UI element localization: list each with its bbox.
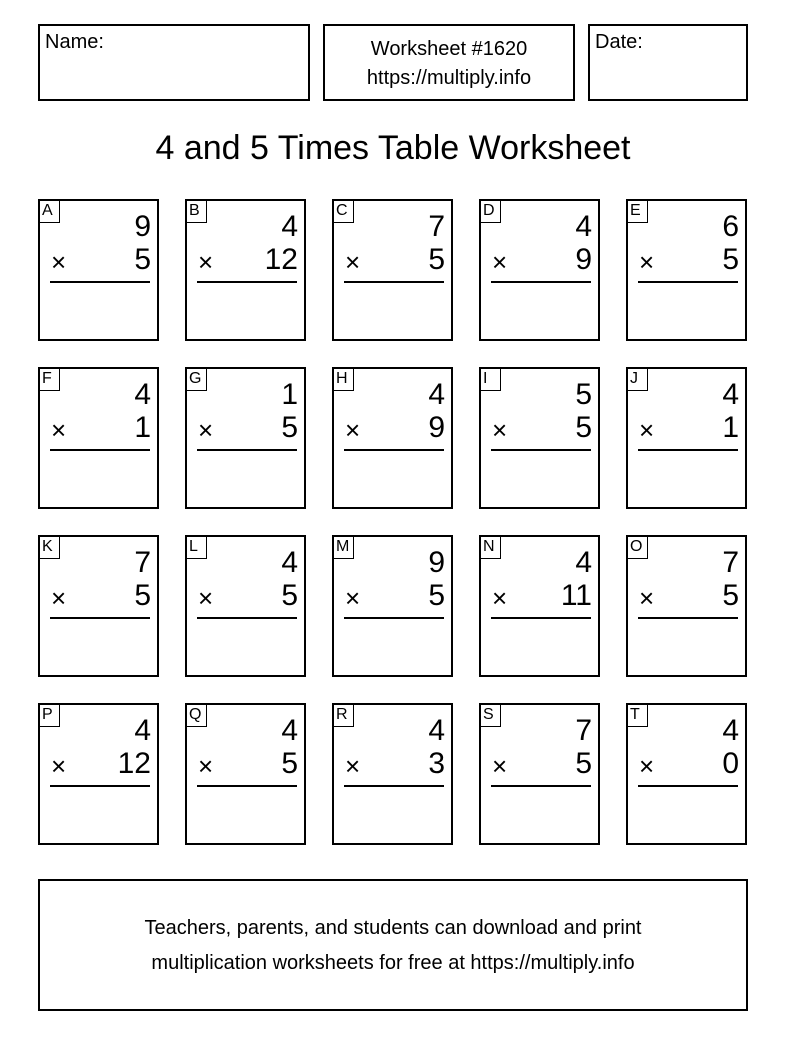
answer-line[interactable]: [197, 617, 297, 619]
answer-line[interactable]: [491, 449, 591, 451]
name-field[interactable]: [38, 24, 310, 101]
answer-line[interactable]: [491, 281, 591, 283]
multiplicand: 4: [281, 546, 298, 579]
worksheet-info-box: [323, 24, 575, 101]
multiplier: 5: [722, 579, 739, 612]
answer-line[interactable]: [638, 617, 738, 619]
times-sign: ×: [345, 583, 361, 613]
problem-card: [332, 199, 453, 341]
multiplicand: 9: [134, 210, 151, 243]
date-field[interactable]: [588, 24, 748, 101]
date-label: Date:: [595, 31, 643, 53]
answer-line[interactable]: [50, 617, 150, 619]
problem-letter: S: [479, 703, 501, 727]
problem-letter: N: [479, 535, 501, 559]
times-sign: ×: [198, 415, 214, 445]
multiplier: 3: [428, 747, 445, 780]
multiplicand: 4: [722, 378, 739, 411]
multiplier: 12: [117, 747, 151, 780]
answer-line[interactable]: [344, 617, 444, 619]
problem-card: [332, 367, 453, 509]
multiplicand: 4: [428, 714, 445, 747]
multiplier: 5: [134, 579, 151, 612]
problem-card: [479, 199, 600, 341]
times-sign: ×: [639, 751, 655, 781]
problem-letter: M: [332, 535, 354, 559]
worksheet-url: https://multiply.info: [366, 67, 532, 89]
multiplier: 9: [575, 243, 592, 276]
answer-line[interactable]: [638, 281, 738, 283]
multiplier: 5: [281, 411, 298, 444]
times-sign: ×: [51, 751, 67, 781]
multiplier: 11: [560, 579, 592, 612]
multiplier: 12: [264, 243, 298, 276]
multiplier: 5: [575, 411, 592, 444]
problem-letter: R: [332, 703, 354, 727]
times-sign: ×: [198, 247, 214, 277]
worksheet-number: Worksheet #1620: [370, 38, 528, 60]
problem-card: [38, 367, 159, 509]
answer-line[interactable]: [491, 785, 591, 787]
footer-line-1: Teachers, parents, and students can download and print: [144, 917, 642, 939]
times-sign: ×: [51, 583, 67, 613]
problem-letter: I: [479, 367, 501, 391]
multiplier: 0: [722, 747, 739, 780]
multiplicand: 4: [281, 210, 298, 243]
problem-card: [332, 703, 453, 845]
problem-card: [38, 535, 159, 677]
problem-letter: B: [185, 199, 207, 223]
problem-card: [185, 199, 306, 341]
answer-line[interactable]: [197, 281, 297, 283]
multiplicand: 4: [428, 378, 445, 411]
multiplier: 5: [428, 243, 445, 276]
multiplier: 5: [428, 579, 445, 612]
multiplicand: 7: [575, 714, 592, 747]
times-sign: ×: [345, 247, 361, 277]
name-label: Name:: [45, 31, 104, 53]
answer-line[interactable]: [50, 449, 150, 451]
multiplicand: 4: [575, 546, 592, 579]
answer-line[interactable]: [197, 449, 297, 451]
times-sign: ×: [639, 247, 655, 277]
problem-card: [626, 367, 747, 509]
multiplicand: 4: [134, 714, 151, 747]
footer-line-2: multiplication worksheets for free at https://multiply.info: [151, 952, 635, 974]
multiplicand: 7: [134, 546, 151, 579]
problem-card: [479, 367, 600, 509]
multiplicand: 6: [722, 210, 739, 243]
times-sign: ×: [51, 247, 67, 277]
multiplicand: 1: [281, 378, 298, 411]
problem-card: [479, 535, 600, 677]
times-sign: ×: [492, 415, 508, 445]
problem-card: [626, 535, 747, 677]
times-sign: ×: [345, 415, 361, 445]
problem-grid: [38, 199, 750, 845]
problem-card: [479, 703, 600, 845]
problem-card: [626, 199, 747, 341]
problem-card: [332, 535, 453, 677]
answer-line[interactable]: [638, 449, 738, 451]
multiplier: 5: [281, 747, 298, 780]
answer-line[interactable]: [638, 785, 738, 787]
times-sign: ×: [492, 247, 508, 277]
times-sign: ×: [198, 583, 214, 613]
multiplicand: 5: [575, 378, 592, 411]
answer-line[interactable]: [344, 785, 444, 787]
problem-letter: K: [38, 535, 60, 559]
problem-letter: L: [185, 535, 207, 559]
multiplier: 5: [281, 579, 298, 612]
answer-line[interactable]: [344, 281, 444, 283]
multiplicand: 4: [575, 210, 592, 243]
times-sign: ×: [492, 751, 508, 781]
answer-line[interactable]: [491, 617, 591, 619]
times-sign: ×: [345, 751, 361, 781]
problem-letter: Q: [185, 703, 207, 727]
problem-card: [38, 199, 159, 341]
times-sign: ×: [639, 583, 655, 613]
answer-line[interactable]: [344, 449, 444, 451]
problem-letter: T: [626, 703, 648, 727]
times-sign: ×: [198, 751, 214, 781]
multiplicand: 4: [134, 378, 151, 411]
problem-letter: P: [38, 703, 60, 727]
problem-card: [185, 535, 306, 677]
multiplier: 5: [134, 243, 151, 276]
problem-letter: F: [38, 367, 60, 391]
problem-letter: J: [626, 367, 648, 391]
problem-letter: A: [38, 199, 60, 223]
problem-card: [185, 367, 306, 509]
answer-line[interactable]: [50, 785, 150, 787]
multiplicand: 4: [281, 714, 298, 747]
multiplicand: 4: [722, 714, 739, 747]
answer-line[interactable]: [50, 281, 150, 283]
times-sign: ×: [51, 415, 67, 445]
answer-line[interactable]: [197, 785, 297, 787]
times-sign: ×: [639, 415, 655, 445]
times-sign: ×: [492, 583, 508, 613]
problem-letter: E: [626, 199, 648, 223]
multiplicand: 7: [722, 546, 739, 579]
multiplier: 1: [134, 411, 151, 444]
problem-letter: C: [332, 199, 354, 223]
problem-letter: D: [479, 199, 501, 223]
problem-letter: G: [185, 367, 207, 391]
page-title: 4 and 5 Times Table Worksheet: [155, 129, 631, 167]
multiplier: 5: [575, 747, 592, 780]
problem-card: [185, 703, 306, 845]
multiplicand: 7: [428, 210, 445, 243]
problem-letter: H: [332, 367, 354, 391]
problem-letter: O: [626, 535, 648, 559]
multiplicand: 9: [428, 546, 445, 579]
multiplier: 5: [722, 243, 739, 276]
problem-card: [38, 703, 159, 845]
multiplier: 1: [722, 411, 739, 444]
problem-card: [626, 703, 747, 845]
footer-box: [38, 879, 748, 1011]
multiplier: 9: [428, 411, 445, 444]
